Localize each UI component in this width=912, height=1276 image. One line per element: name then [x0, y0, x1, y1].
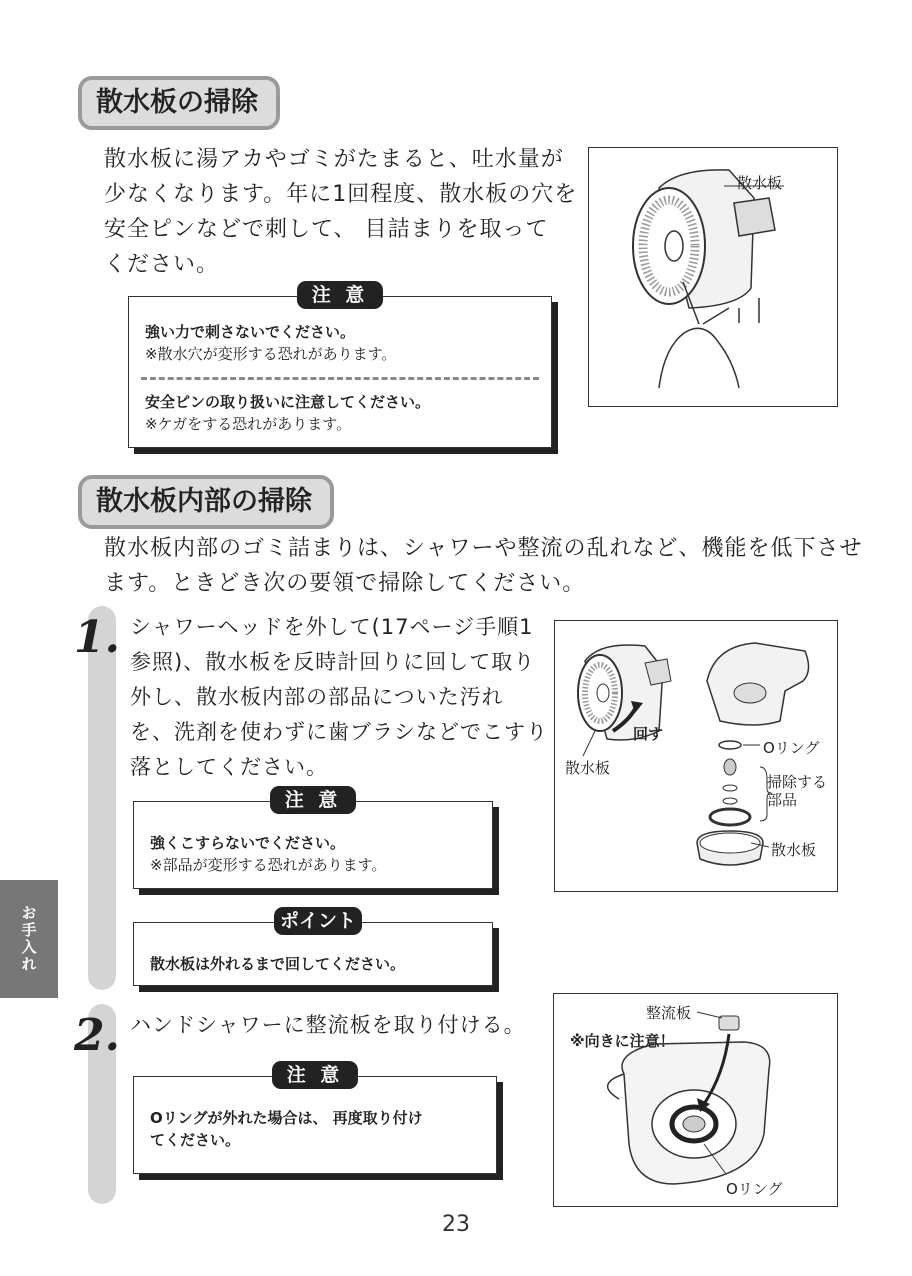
- step-2-number: 2.: [74, 1010, 120, 1061]
- page-number: 23: [442, 1212, 470, 1237]
- caution-label: 注 意: [297, 281, 383, 309]
- step-1-bar: [88, 606, 116, 990]
- step-1-number: 1.: [74, 612, 120, 663]
- body-line: 少なくなります。年に1回程度、散水板の穴を: [104, 182, 578, 207]
- step-1-text: [130, 610, 550, 785]
- caution-label: 注 意: [272, 1061, 358, 1089]
- section-title-inner-cleaning: 散水板内部の掃除: [78, 475, 334, 529]
- figure-flow-plate: [553, 993, 838, 1207]
- point-box: [133, 910, 493, 986]
- caution-box-2: [133, 789, 493, 889]
- section2-body: [104, 531, 864, 601]
- caution-note: ※ケガをする恐れがあります。: [145, 415, 352, 433]
- figure-shower-plate-cleaning: [588, 147, 838, 407]
- step-line: 参照)、散水板を反時計回りに回して取り: [130, 650, 536, 674]
- caution-label: 注 意: [270, 786, 356, 814]
- shower-head-illustration: [589, 148, 837, 406]
- figure-label: Oリング: [763, 739, 820, 757]
- body-line: ます。ときどき次の要領で掃除してください。: [104, 571, 586, 596]
- caution-text: 強くこすらないでください。: [150, 834, 346, 852]
- turn-label: 回す: [633, 725, 664, 743]
- hand-shower-illustration: [554, 994, 837, 1206]
- point-text: 散水板は外れるまで回してください。: [150, 955, 406, 973]
- caution-note: ※部品が変形する恐れがあります。: [150, 856, 387, 874]
- body-line: ください。: [104, 252, 220, 277]
- caution-text: 安全ピンの取り扱いに注意してください。: [145, 393, 431, 411]
- step-line: 外し、散水板内部の部品についた汚れ: [130, 685, 504, 709]
- caution-text: Oリングが外れた場合は、 再度取り付け: [150, 1109, 423, 1127]
- caution-box-1: [128, 284, 552, 448]
- step-2-text: ハンドシャワーに整流板を取り付ける。: [130, 1013, 526, 1037]
- step-line: 落としてください。: [130, 755, 328, 779]
- caution-text: 強い力で刺さないでください。: [145, 323, 356, 341]
- figure-label: 掃除する: [767, 773, 828, 791]
- body-line: 安全ピンなどで刺して、 目詰まりを取って: [104, 217, 549, 242]
- figure-label: 散水板: [565, 759, 611, 777]
- figure-label: 部品: [767, 791, 798, 809]
- figure-label: 散水板: [737, 174, 783, 192]
- step-line: シャワーヘッドを外して(17ページ手順1: [130, 615, 534, 639]
- caution-box-3: [133, 1064, 497, 1174]
- caution-note: ※散水穴が変形する恐れがあります。: [145, 345, 397, 363]
- figure-label: Oリング: [726, 1180, 783, 1198]
- caution-text: てください。: [150, 1131, 241, 1149]
- side-tab-care: お手入れ: [0, 880, 58, 998]
- direction-note: ※向きに注意！: [570, 1032, 675, 1050]
- section1-body: [104, 142, 584, 282]
- section-title-shower-plate: 散水板の掃除: [78, 76, 280, 130]
- divider: [141, 377, 539, 380]
- figure-disassembly: [554, 620, 838, 892]
- body-line: 散水板内部のゴミ詰まりは、シャワーや整流の乱れなど、機能を低下させ: [104, 536, 863, 561]
- step-line: を、洗剤を使わずに歯ブラシなどでこすり: [130, 720, 548, 744]
- figure-label: 整流板: [646, 1004, 692, 1022]
- body-line: 散水板に湯アカやゴミがたまると、吐水量が: [104, 147, 564, 172]
- point-label: ポイント: [274, 907, 362, 935]
- figure-label: 散水板: [771, 841, 817, 859]
